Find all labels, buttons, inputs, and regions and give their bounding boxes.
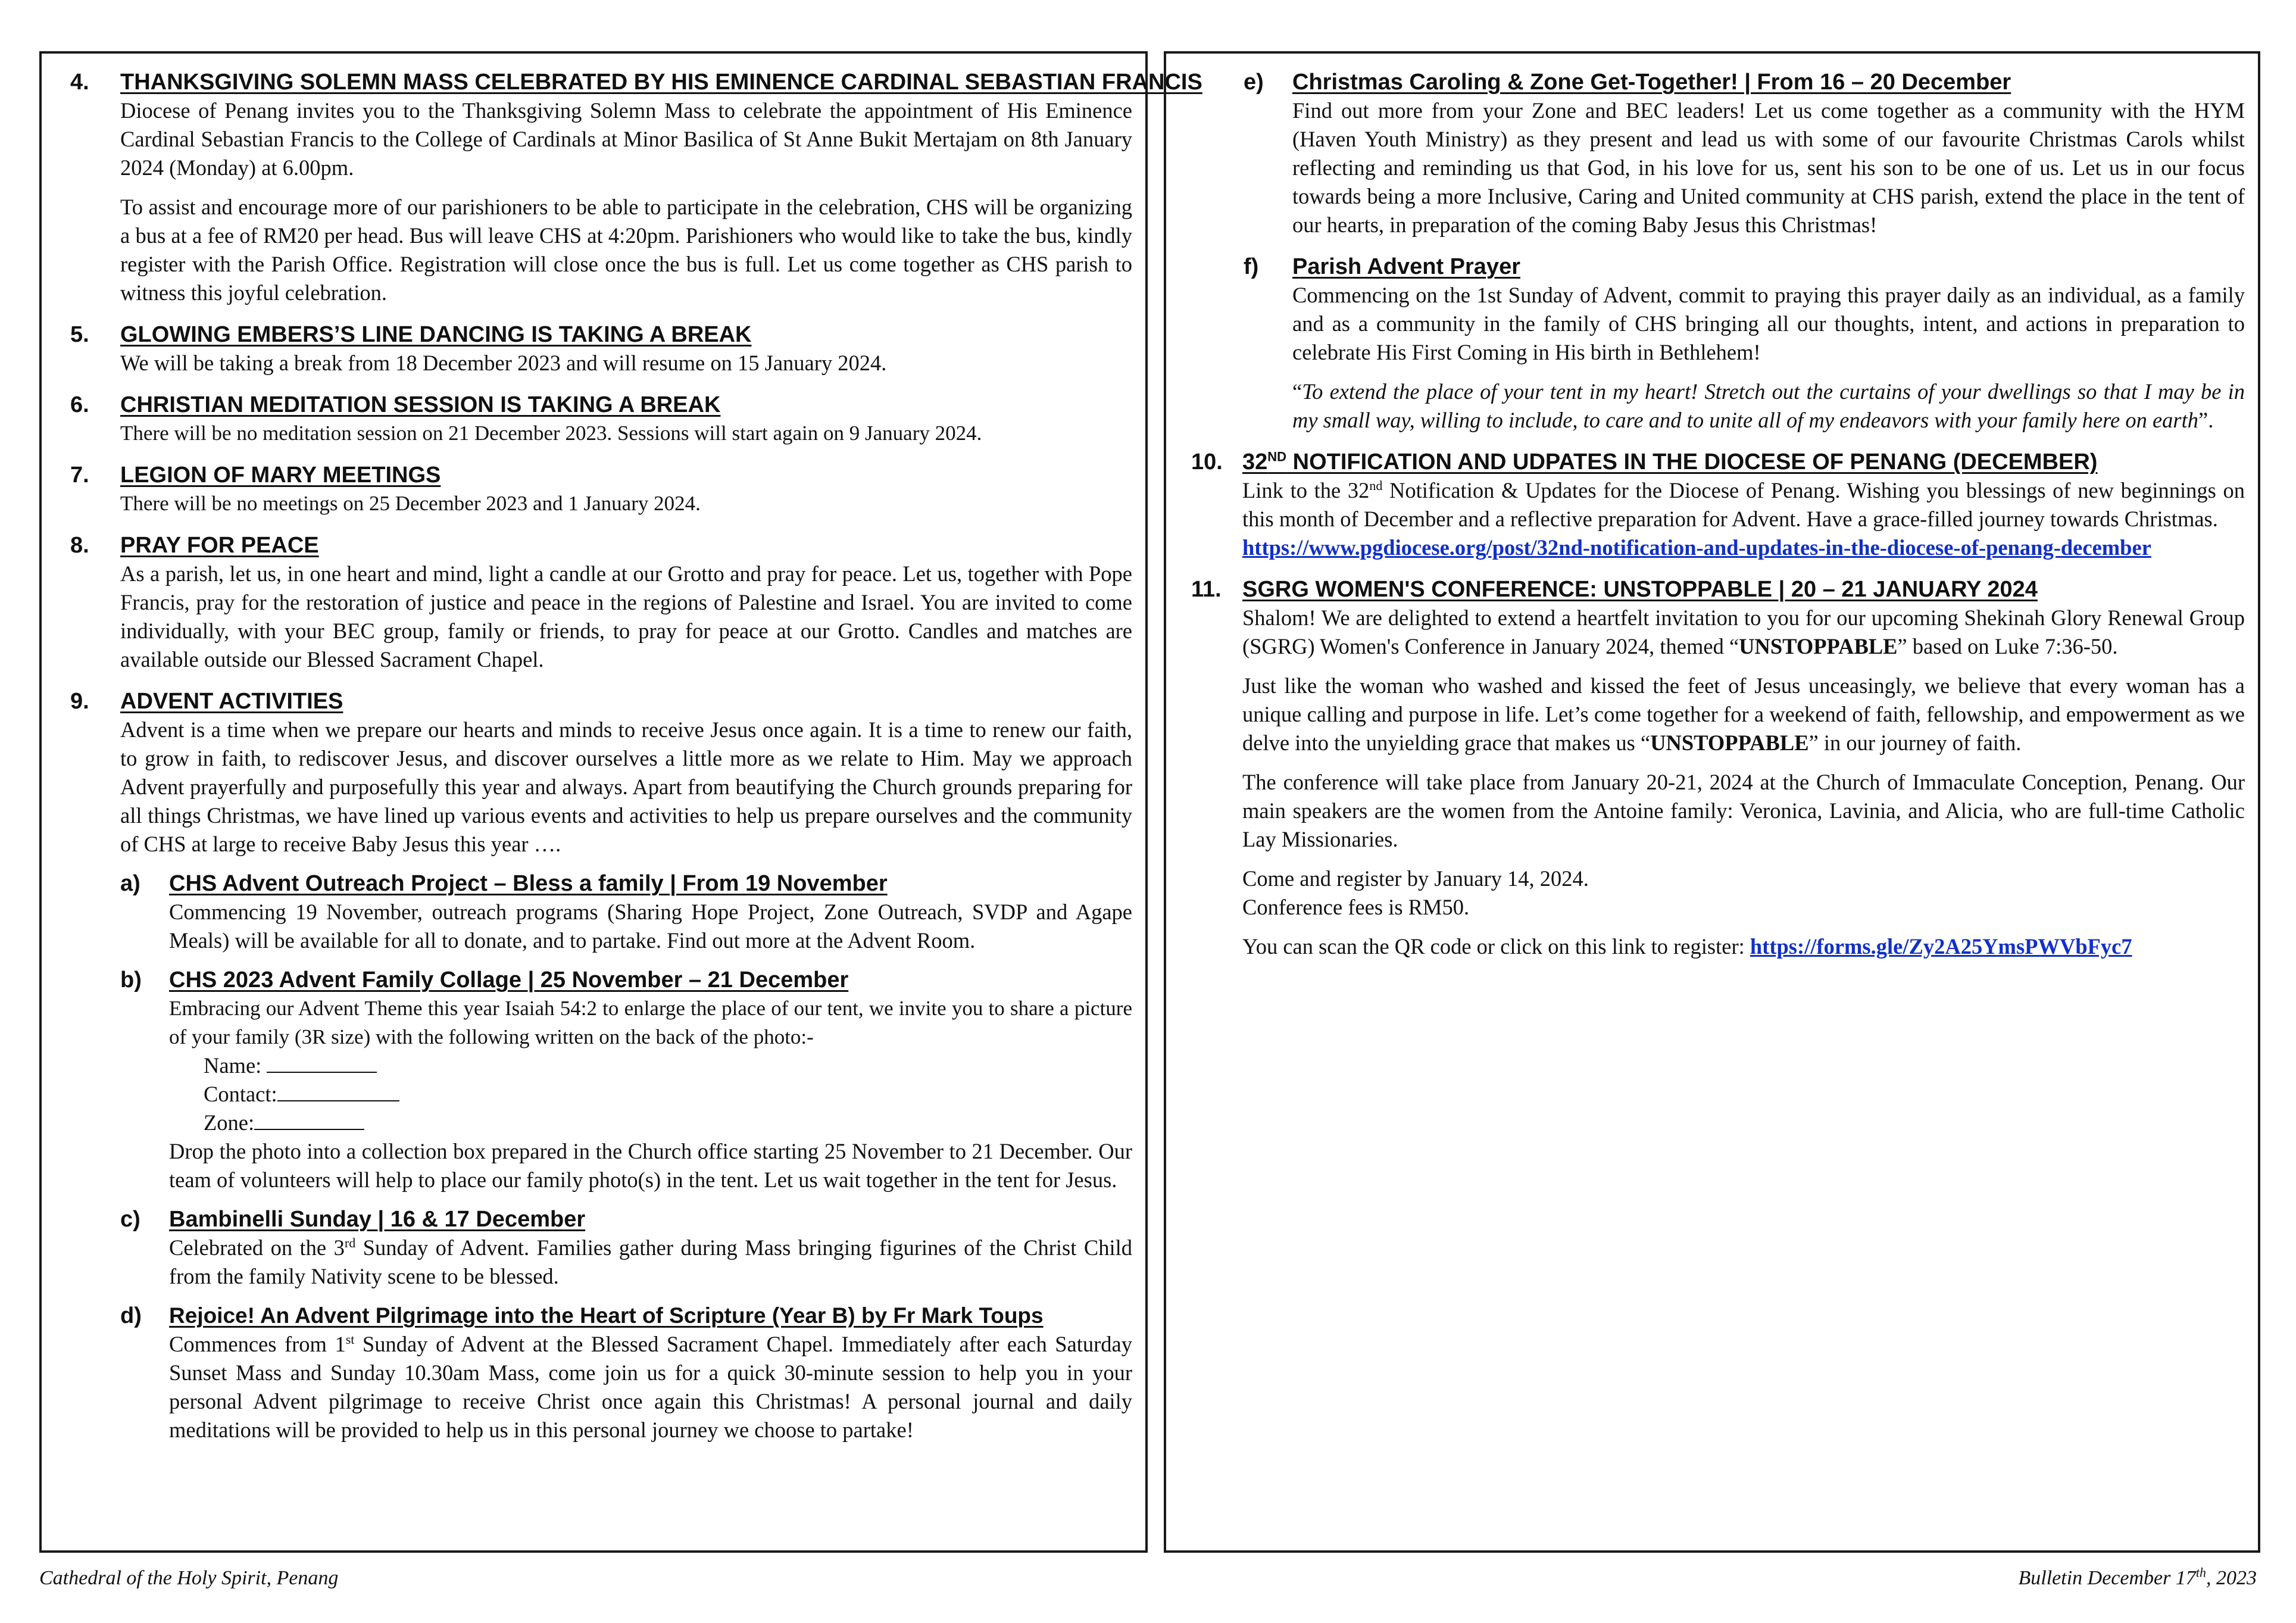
item-paragraph: There will be no meetings on 25 December 2023 and 1 January 2024.: [120, 492, 701, 515]
subitem-b: [120, 966, 1132, 1194]
item-5: [55, 320, 1132, 377]
item-paragraph: Just like the woman who washed and kissed the feet of Jesus unceasingly, we believe that every woman has a unique calling and purpose in life. Let’s come together for a weekend of faith, fellowship, and empowerment as we delve into the unyielding grace that makes us “UNSTOPPABLE” in our journey of faith.: [1242, 673, 2245, 755]
item-10: [1179, 448, 2245, 562]
item-4: [55, 68, 1202, 307]
item-paragraph: To assist and encourage more of our parishioners to be able to participate in the celebration, CHS will be organizing a bus at a fee of RM20 per head. Bus will leave CHS at 4:20pm. Parishioners who would like to take the bus, kindly register with the Parish Office. Registration will close once the bus is full. Let us come together as CHS parish to witness this joyful celebration.: [120, 195, 1132, 305]
item-paragraph: You can scan the QR code or click on this link to register: https://forms.gle/Zy2A25YmsPWVbFyc7: [1242, 934, 2132, 959]
subitem-e: [1179, 68, 2245, 239]
item-paragraph: Advent is a time when we prepare our hearts and minds to receive Jesus once again. It is a time to renew our faith, to grow in faith, to rediscover Jesus, and discover ourselves a little more as we relate to Him. May we approach Advent prayerfully and purposefully this year and always. Apart from beautifying the Church grounds preparing for all things Christmas, we have lined up various events and activities to help us prepare ourselves and the community of CHS at large to receive Baby Jesus this year ….: [120, 717, 1132, 856]
item-heading: SGRG WOMEN'S CONFERENCE: UNSTOPPABLE | 20 – 21 JANUARY 2024: [1242, 577, 2038, 602]
item-number: 10.: [1191, 450, 1223, 475]
form-name-line: [169, 1051, 1132, 1080]
item-8: [55, 531, 1132, 674]
item-heading: ADVENT ACTIVITIES: [120, 689, 343, 714]
subitem-heading: Parish Advent Prayer: [1292, 254, 1520, 279]
subitem-letter: d): [120, 1303, 142, 1328]
subitem-letter: b): [120, 967, 142, 992]
zone-label: Zone:: [204, 1110, 255, 1135]
item-paragraph: We will be taking a break from 18 December 2023 and will resume on 15 January 2024.: [120, 351, 887, 375]
item-7: [55, 461, 1132, 518]
subitem-letter: c): [120, 1207, 140, 1232]
subitem-letter: a): [120, 871, 140, 896]
item-paragraph: Link to the 32nd Notification & Updates for the Diocese of Penang. Wishing you blessings of new beginnings on this month of December and a reflective preparation for Advent. Have a grace-filled journey towards Christmas.: [1242, 477, 2245, 531]
zone-blank: [254, 1109, 364, 1130]
item-heading: LEGION OF MARY MEETINGS: [120, 463, 441, 488]
subitem-paragraph: Commences from 1st Sunday of Advent at the Blessed Sacrament Chapel. Immediately after each Saturday Sunset Mass and Sunday 10.30am Mass, come join us for a quick 30-minute session to help you in your personal Advent pilgrimage to receive Christ once again this Christmas! A personal journal and daily meditations will be provided to help us in this personal journey we choose to partake!: [169, 1331, 1133, 1442]
item-heading: 32ND NOTIFICATION AND UDPATES IN THE DIOCESE OF PENANG (DECEMBER): [1242, 449, 2098, 475]
prayer-quote: “To extend the place of your tent in my heart! Stretch out the curtains of your dwellings so that I may be in my small way, willing to include, to care and to unite all of my endeavors with your family here on earth”.: [1292, 379, 2245, 432]
item-paragraph: Diocese of Penang invites you to the Thanksgiving Solemn Mass to celebrate the appointment of His Eminence Cardinal Sebastian Francis to the College of Cardinals at Minor Basilica of St Anne Bukit Mertajam on 8th January 2024 (Monday) at 6.00pm.: [120, 98, 1132, 180]
item-paragraph: Shalom! We are delighted to extend a heartfelt invitation to you for our upcoming Shekinah Glory Renewal Group (SGRG) Women's Conference in January 2024, themed “UNSTOPPABLE” based on Luke 7:36-50.: [1242, 605, 2245, 658]
item-number: 9.: [70, 689, 89, 714]
subitem-heading: CHS 2023 Advent Family Collage | 25 November – 21 December: [169, 967, 849, 992]
item-number: 7.: [70, 463, 89, 488]
subitem-paragraph: Commencing on the 1st Sunday of Advent, commit to praying this prayer daily as an individual, as a family and as a community in the family of CHS bringing all our thoughts, intent, and actions in preparation to celebrate His First Coming in His birth in Bethlehem!: [1292, 283, 2245, 364]
subitem-c: [120, 1205, 1132, 1291]
left-column: [39, 51, 1202, 1553]
item-number: 8.: [70, 533, 89, 558]
subitem-letter: e): [1244, 70, 1264, 95]
subitem-heading: Bambinelli Sunday | 16 & 17 December: [169, 1207, 586, 1232]
item-heading: GLOWING EMBERS’S LINE DANCING IS TAKING A BREAK: [120, 322, 752, 347]
item-heading: CHRISTIAN MEDITATION SESSION IS TAKING A BREAK: [120, 392, 721, 417]
item-number: 11.: [1191, 577, 1222, 602]
diocese-link[interactable]: https://www.pgdiocese.org/post/32nd-notification-and-updates-in-the-diocese-of-penang-december: [1242, 535, 2151, 560]
subitem-a: [120, 869, 1132, 955]
subitem-heading: Christmas Caroling & Zone Get-Together! | From 16 – 20 December: [1292, 70, 2011, 95]
right-column: [1164, 51, 2260, 1553]
item-paragraph: As a parish, let us, in one heart and mind, light a candle at our Grotto and pray for peace. Let us, together with Pope Francis, pray for the restoration of justice and peace in the regions of Palestine and Israel. You are invited to come individually, with your BEC group, family or friends, to pray for peace at our Grotto. Candles and matches are available outside our Blessed Sacrament Chapel.: [120, 561, 1132, 672]
form-contact-line: [169, 1080, 1132, 1109]
item-heading: PRAY FOR PEACE: [120, 533, 319, 558]
subitem-paragraph: Find out more from your Zone and BEC leaders! Let us come together as a community with the HYM (Haven Youth Ministry) as they present and lead us with some of our favourite Christmas Carols whilst reflecting and reminding us that God, in his love for us, sent his son to be one of us. Let us in our focus towards being a more Inclusive, Caring and United community at CHS parish, extend the place in the tent of our hearts, in preparation of the coming Baby Jesus this Christmas!: [1292, 98, 2245, 237]
footer-parish-name: Cathedral of the Holy Spirit, Penang: [39, 1567, 339, 1589]
item-9: [55, 687, 1132, 1444]
register-link[interactable]: https://forms.gle/Zy2A25YmsPWVbFyc7: [1750, 934, 2132, 959]
subitem-f: [1179, 252, 2245, 435]
subitem-paragraph: Commencing 19 November, outreach programs (Sharing Hope Project, Zone Outreach, SVDP and Agape Meals) will be available for all to donate, and to partake. Find out more at the Advent Room.: [169, 900, 1132, 953]
name-label: Name:: [204, 1053, 262, 1078]
footer-bulletin-date: Bulletin December 17th, 2023: [2018, 1565, 2257, 1589]
item-paragraph: There will be no meditation session on 21 December 2023. Sessions will start again on 9 January 2024.: [120, 422, 982, 445]
subitem-paragraph: Drop the photo into a collection box prepared in the Church office starting 25 November to 21 December. Our team of volunteers will help to place our family photo(s) in the tent. Let us wait together in the tent for Jesus.: [169, 1139, 1132, 1192]
item-number: 6.: [70, 392, 89, 417]
item-paragraph: Come and register by January 14, 2024. Conference fees is RM50.: [1242, 866, 1589, 919]
contact-label: Contact:: [204, 1082, 277, 1106]
subitem-paragraph: Celebrated on the 3rd Sunday of Advent. Families gather during Mass bringing figurines of the Christ Child from the family Nativity scene to be blessed.: [169, 1235, 1132, 1288]
item-heading: THANKSGIVING SOLEMN MASS CELEBRATED BY HIS EMINENCE CARDINAL SEBASTIAN FRANCIS: [120, 70, 1202, 95]
subitem-heading: Rejoice! An Advent Pilgrimage into the Heart of Scripture (Year B) by Fr Mark Toups: [169, 1303, 1044, 1328]
subitem-letter: f): [1244, 254, 1259, 279]
contact-blank: [277, 1080, 399, 1101]
item-6: [55, 391, 1132, 448]
subitem-heading: CHS Advent Outreach Project – Bless a family | From 19 November: [169, 871, 888, 896]
form-zone-line: [169, 1109, 1132, 1137]
subitem-paragraph: Embracing our Advent Theme this year Isaiah 54:2 to enlarge the place of our tent, we invite you to share a picture of your family (3R size) with the following written on the back of the photo:-: [169, 997, 1132, 1048]
item-11: [1179, 575, 2245, 961]
item-paragraph: The conference will take place from January 20-21, 2024 at the Church of Immaculate Conception, Penang. Our main speakers are the women from the Antoine family: Veronica, Lavinia, and Alicia, who are full-time Catholic Lay Missionaries.: [1242, 770, 2245, 851]
item-number: 5.: [70, 322, 89, 347]
item-number: 4.: [70, 70, 89, 95]
name-blank: [267, 1051, 377, 1073]
subitem-d: [120, 1301, 1132, 1444]
